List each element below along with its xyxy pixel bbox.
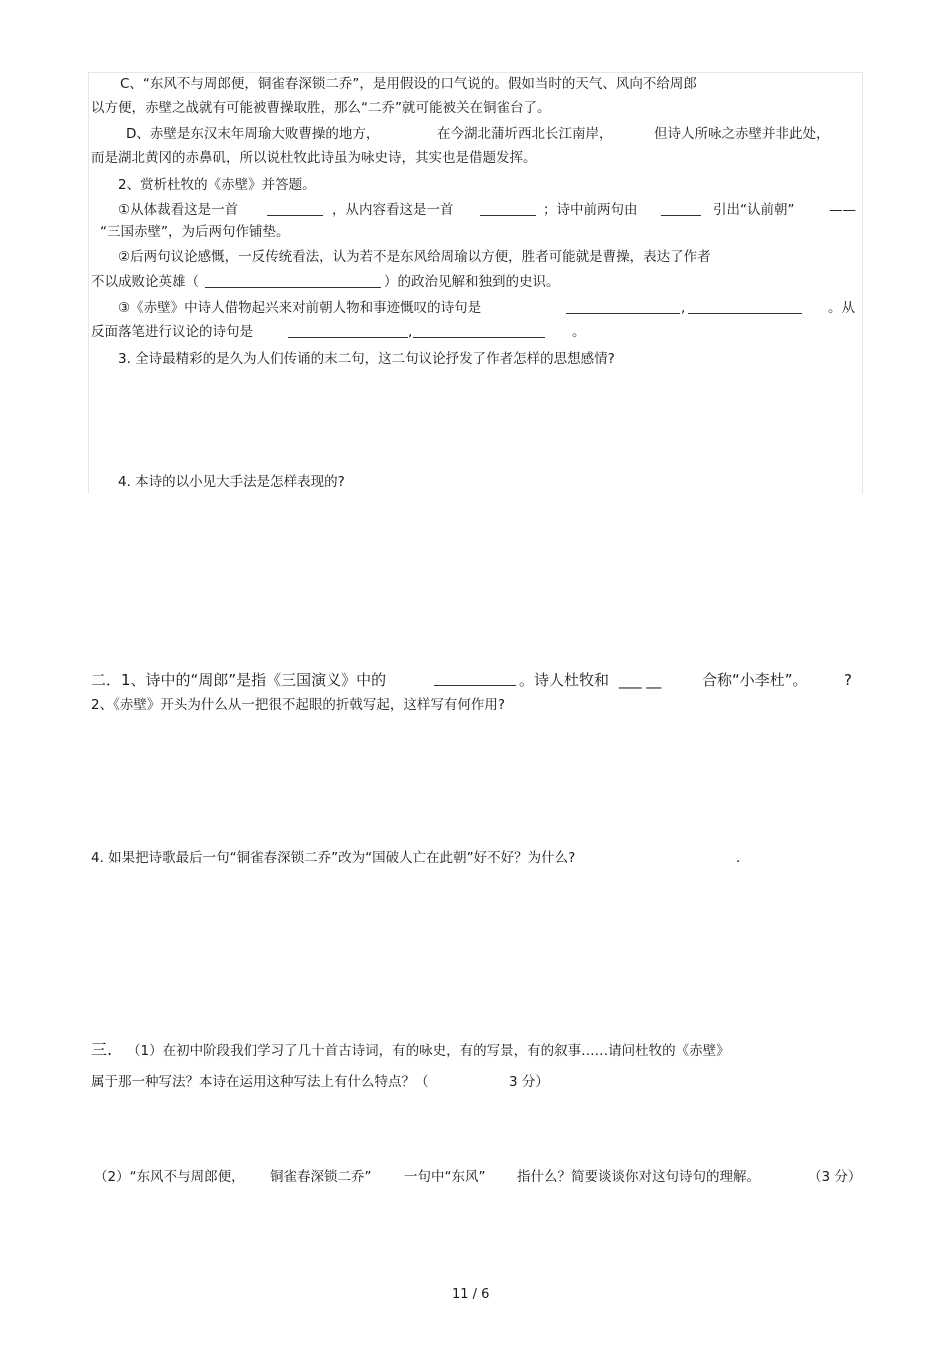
section3-q2-part2: 铜雀春深锁二乔” <box>270 1169 372 1185</box>
q2-3-blank1[interactable] <box>566 299 680 319</box>
q2-3-part2: 。从 <box>828 300 855 316</box>
q2-1-blank2[interactable] <box>480 201 536 221</box>
section3-q1-score: 3 分） <box>509 1074 549 1090</box>
q2-1-part2: ，从内容看这是一首 <box>332 202 454 218</box>
section2-question-2: 2、《赤壁》开头为什么从一把很不起眼的折戟写起，这样写有何作用? <box>91 697 506 713</box>
section3-q2-part1: （2）“东风不与周郎便， <box>94 1169 245 1185</box>
q2-3-blank2[interactable] <box>688 299 802 319</box>
section2-q1-blank1[interactable] <box>434 671 516 691</box>
q2-3-blank4[interactable] <box>413 323 545 343</box>
q2-2-part1: 不以成败论英雄（ <box>91 274 199 290</box>
q2-1-part4: 引出“认前朝” <box>713 202 795 218</box>
section3-q1-line1: （1）在初中阶段我们学习了几十首古诗词，有的咏史，有的写景，有的叙事……请问杜牧的《赤壁》 <box>127 1043 730 1059</box>
question-4: 4. 本诗的以小见大手法是怎样表现的? <box>118 474 345 490</box>
q2-2-blank[interactable] <box>205 273 381 293</box>
q2-1-blank3[interactable] <box>661 201 701 221</box>
section2-q4-dot: . <box>736 850 741 866</box>
section2-q1-part3: 合称“小李杜”。 <box>702 671 808 689</box>
option-d-line2: 而是湖北黄冈的赤鼻矶，所以说杜牧此诗虽为咏史诗，其实也是借题发挥。 <box>91 150 537 166</box>
q2-1-part3: ；诗中前两句由 <box>543 202 638 218</box>
q2-3-part1: ③《赤壁》中诗人借物起兴来对前朝人物和事迹慨叹的诗句是 <box>118 300 482 316</box>
section3-label: 三. <box>91 1040 113 1059</box>
q2-1-blank1[interactable] <box>267 201 323 221</box>
option-d-part3: 但诗人所咏之赤壁并非此处， <box>654 126 830 142</box>
option-c-line2: 以方便，赤壁之战就有可能被曹操取胜，那么“二乔”就可能被关在铜雀台了。 <box>91 100 551 116</box>
q2-1-dash: —— <box>829 202 856 218</box>
q2-2-line1: ②后两句议论感慨，一反传统看法，认为若不是东风给周瑜以方便，胜者可能就是曹操，表达了作者 <box>118 249 711 265</box>
section3-q1-line2: 属于那一种写法？本诗在运用这种写法上有什么特点？（ <box>91 1074 429 1090</box>
section3-q2-part4: 指什么？简要谈谈你对这句诗句的理解。 <box>517 1169 760 1185</box>
section2-q1-part1: 二．1、诗中的“周郎”是指《三国演义》中的 <box>91 671 387 689</box>
section3-q2-part3: 一句中“东风” <box>404 1169 486 1185</box>
question-3: 3. 全诗最精彩的是久为人们传诵的末二句，这二句议论抒发了作者怎样的思想感情? <box>118 351 615 367</box>
section2-q1-blank2[interactable]: ___ __ <box>619 671 662 689</box>
section2-question-4: 4. 如果把诗歌最后一句“铜雀春深锁二乔”改为“国破人亡在此朝”好不好？为什么? <box>91 850 576 866</box>
option-d-part1: D、赤壁是东汉末年周瑜大败曹操的地方， <box>126 126 380 142</box>
q2-3-end: 。 <box>572 324 586 340</box>
page-number: 11 / 6 <box>452 1287 490 1302</box>
q2-3-comma: , <box>681 300 686 316</box>
section3-q2-score: （3 分） <box>808 1169 862 1185</box>
q2-2-part2: ）的政治见解和独到的史识。 <box>384 274 560 290</box>
section2-q1-part2: 。诗人杜牧和 <box>519 671 610 689</box>
option-c-line1: C、“东风不与周郎便，铜雀春深锁二乔”，是用假设的口气说的。假如当时的天气、风向不给周郎 <box>120 76 697 92</box>
q2-3-blank3[interactable] <box>288 323 408 343</box>
section2-q1-mark: ? <box>844 671 852 689</box>
q2-3-part3: 反面落笔进行议论的诗句是 <box>91 324 253 340</box>
q2-1-line2: “三国赤壁”，为后两句作铺垫。 <box>100 224 290 240</box>
question-2-title: 2、赏析杜牧的《赤壁》并答题。 <box>118 177 316 193</box>
option-d-part2: 在今湖北蒲圻西北长江南岸， <box>437 126 613 142</box>
q2-1-part1: ①从体裁看这是一首 <box>118 202 239 218</box>
q2-3-comma2: , <box>408 324 413 340</box>
